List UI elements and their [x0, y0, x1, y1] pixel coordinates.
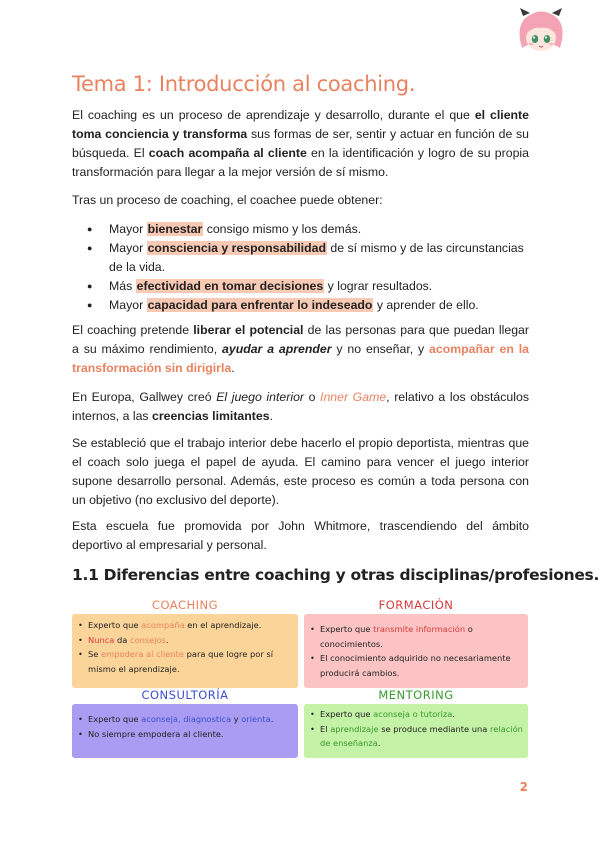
gallwey-paragraph: En Europa, Gallwey creó El juego interior o Inner Game, relativo a los obstáculos internos, a las creencias limitantes. — [72, 390, 529, 423]
list-item: ● Mayor capacidad para enfrentar lo indeseado y aprender de ello. — [86, 296, 528, 315]
list-item: • Se empodera al cliente para que logre por sí mismo el aprendizaje. — [72, 647, 298, 676]
anime-girl-avatar-icon — [516, 6, 566, 54]
list-item: ● Más efectividad en tomar decisiones y lograr resultados. — [86, 277, 528, 296]
list-item: • Experto que aconseja, diagnostica y orienta. — [72, 712, 298, 727]
formacion-box — [304, 614, 528, 688]
mentoring-box — [304, 704, 528, 758]
whitmore-paragraph: Esta escuela fue promovida por John Whitmore, trascendiendo del ámbito deportivo al empresarial y personal. — [72, 519, 529, 552]
coaching-box-title: COACHING — [151, 598, 219, 612]
mentoring-box-title: MENTORING — [378, 688, 454, 702]
inner-work-paragraph: Se estableció que el trabajo interior debe hacerlo el propio deportista, mientras que el coach solo juega el papel de ayuda. El camino para vencer el juego interior supone desarrollo personal. Además, este proceso es común a toda persona con un objetivo (no exclusivo del deporte). — [72, 436, 529, 507]
list-item: • Experto que aconseja o tutoriza. — [304, 707, 528, 722]
page-number: 2 — [519, 780, 528, 794]
list-item: ● Mayor bienestar consigo mismo y los demás. — [86, 220, 528, 239]
intro-paragraph: El coaching es un proceso de aprendizaje y desarrollo, durante el que el cliente toma conciencia y transforma sus formas de ser, sentir y actuar en función de su búsqueda. El coach acompaña al cliente en la identificación y logro de su propia transformación para llegar a la mejor versión de sí mismo. — [72, 108, 530, 179]
list-item: • Experto que transmite información o conocimientos. — [304, 622, 528, 651]
coaching-box — [72, 614, 298, 688]
formacion-box-title: FORMACIÓN — [378, 598, 454, 612]
page-title: Tema 1: Introducción al coaching. — [72, 72, 416, 96]
list-item: • Nunca da consejos. — [72, 633, 298, 648]
list-item: • El aprendizaje se produce mediante una relación de enseñanza. — [304, 722, 528, 751]
list-item: • El conocimiento adquirido no necesariamente producirá cambios. — [304, 651, 528, 680]
consultoria-box — [72, 704, 298, 758]
list-item: • Experto que acompaña en el aprendizaje. — [72, 618, 298, 633]
benefits-intro-paragraph: Tras un proceso de coaching, el coachee puede obtener: — [72, 193, 383, 207]
consultoria-box-title: CONSULTORÍA — [141, 688, 229, 702]
section-title: 1.1 Diferencias entre coaching y otras disciplinas/profesiones. — [72, 566, 600, 584]
benefits-list — [86, 220, 528, 315]
coaching-goals-paragraph: El coaching pretende liberar el potencial de las personas para que puedan llegar a su máximo rendimiento, ayudar a aprender y no enseñar, y acompañar en la transformación sin dirigirla. — [72, 323, 529, 375]
list-item: ● Mayor consciencia y responsabilidad de sí mismo y de las circunstancias de la vida. — [86, 239, 528, 277]
list-item: • No siempre empodera al cliente. — [72, 727, 298, 742]
